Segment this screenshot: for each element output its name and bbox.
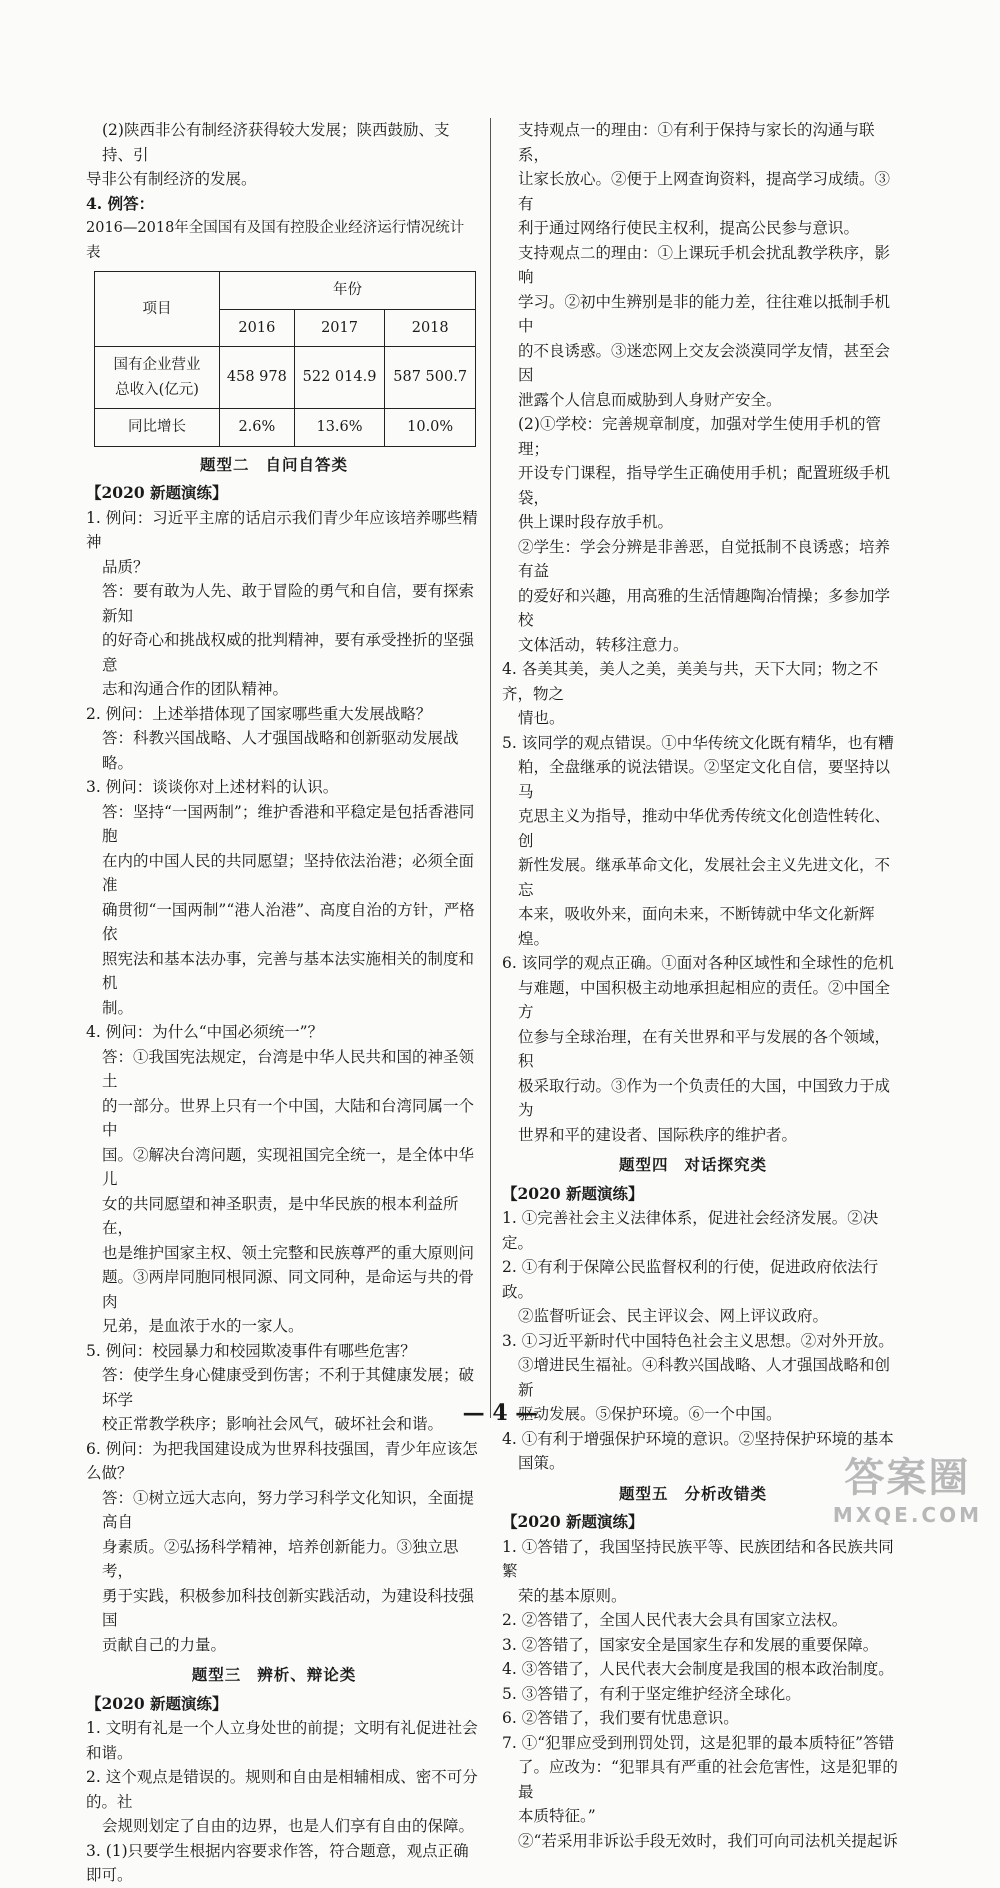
text-line: 答：使学生身心健康受到伤害；不利于其健康发展；破坏学	[102, 1366, 475, 1409]
text-line: ②学生：学会分辨是非善恶，自觉抵制不良诱惑；培养有益	[518, 537, 891, 580]
text-line: 答：要有敢为人先、敢于冒险的勇气和自信，要有探索新知	[102, 582, 475, 625]
section-type: 题型五	[618, 1483, 669, 1503]
table-cell: 13.6%	[294, 409, 385, 447]
text-line: 品质？	[102, 557, 149, 576]
text-line: 导非公有制经济的发展。	[86, 170, 257, 188]
text-line: 3. 例问：谈谈你对上述材料的认识。	[86, 778, 339, 796]
table-cell: 2.6%	[220, 409, 295, 447]
text-line: 兄弟，是血浓于水的一家人。	[102, 1317, 304, 1335]
section-name: 对话探究类	[684, 1155, 768, 1174]
q4-label: 4. 例答：	[86, 193, 155, 213]
practice-label: 【2020 新题演练】	[502, 1512, 644, 1531]
text-line: 的好奇心和挑战权威的批判精神，要有承受挫折的坚强意	[102, 631, 475, 674]
practice-label: 【2020 新题演练】	[86, 483, 228, 502]
section-type: 题型三	[191, 1665, 242, 1684]
row-label	[95, 347, 220, 409]
text-line: 利于通过网络行使民主权利，提高公民参与意识。	[518, 219, 860, 237]
text-line: 2. 这个观点是错误的。规则和自由是相辅相成、密不可分的。社	[86, 1768, 478, 1811]
section-name: 辨析、辩论类	[257, 1665, 357, 1684]
section-type: 题型二	[199, 454, 250, 474]
text-line: 的不良诱惑。③迷恋网上交友会淡漠同学友情，甚至会因	[518, 341, 891, 384]
text-line: 1. 文明有礼是一个人立身处世的前提；文明有礼促进社会和谐。	[86, 1719, 478, 1762]
text-line: 5. ③答错了，有利于坚定维护经济全球化。	[502, 1684, 801, 1703]
answer-list	[502, 1206, 900, 1476]
answer-list	[502, 118, 900, 1147]
text-line: 3. ①习近平新时代中国特色社会主义思想。②对外开放。	[502, 1331, 894, 1350]
text-line: 照宪法和基本法办事，完善与基本法实施相关的制度和机	[102, 949, 475, 992]
row-label-line: 总收入(亿元)	[115, 381, 199, 398]
table-cell: 522 014.9	[294, 347, 385, 409]
text-line: 3. (1)只要学生根据内容要求作答，符合题意，观点正确即可。	[86, 1841, 469, 1884]
table-cell: 10.0%	[385, 409, 476, 447]
year-header: 年份	[220, 272, 476, 310]
text-line: 会规则划定了自由的边界，也是人们享有自由的保障。	[102, 1817, 475, 1835]
column-divider	[490, 118, 491, 1418]
text-line: 文体活动，转移注意力。	[518, 635, 689, 654]
text-line: 4. 各美其美，美人之美，美美与共，天下大同；物之不齐，物之	[502, 660, 879, 703]
text-line: 国。②解决台湾问题，实现祖国完全统一，是全体中华儿	[102, 1145, 475, 1188]
text-line: 极采取行动。③作为一个负责任的大国，中国致力于成为	[518, 1076, 891, 1119]
text-line: 4. ③答错了，人民代表大会制度是我国的根本政治制度。	[502, 1660, 894, 1678]
table-cell: 587 500.7	[385, 347, 476, 409]
text-line: 答：①我国宪法规定，台湾是中华人民共和国的神圣领土	[102, 1047, 475, 1090]
text-line: (2)陕西非公有制经济获得较大发展；陕西鼓励、支持、引	[102, 121, 450, 164]
watermark-url: MXQE.COM	[832, 1503, 982, 1527]
text-line: 答：坚持“一国两制”；维护香港和平稳定是包括香港同胞	[102, 802, 475, 845]
text-line: 本来，吸收外来，面向未来，不断铸就中华文化新辉煌。	[518, 905, 875, 948]
text-line: 世界和平的建设者、国际秩序的维护者。	[518, 1125, 798, 1144]
answer-list	[86, 506, 478, 1658]
text-line: 荣的基本原则。	[518, 1586, 627, 1605]
text-line: 泄露个人信息而威胁到人身财产安全。	[518, 390, 782, 409]
text-line: 3. ②答错了，国家安全是国家生存和发展的重要保障。	[502, 1635, 879, 1654]
text-line: 2. 例问：上述举措体现了国家哪些重大发展战略？	[86, 704, 432, 723]
text-line: 4. 例问：为什么“中国必须统一”？	[86, 1023, 324, 1041]
year-cell: 2016	[220, 309, 295, 347]
text-line: 4. ①有利于增强保护环境的意识。②坚持保护环境的基本	[502, 1429, 894, 1448]
practice-label: 【2020 新题演练】	[86, 1693, 228, 1713]
text-line: ②“若采用非诉讼手段无效时，我们可向司法机关提起诉	[518, 1831, 898, 1850]
section-name: 分析改错类	[684, 1483, 768, 1503]
page-number: — 4 —	[462, 1400, 538, 1426]
text-line: 2. ②答错了，全国人民代表大会具有国家立法权。	[502, 1611, 848, 1629]
text-line: 7. ①“犯罪应受到刑罚处罚，这是犯罪的最本质特征”答错	[502, 1733, 895, 1752]
section-heading	[502, 1153, 900, 1178]
text-line: 了。应改为：“犯罪具有严重的社会危害性，这是犯罪的最	[518, 1758, 898, 1801]
text-line: 支持观点二的理由：①上课玩手机会扰乱教学秩序，影响	[518, 243, 891, 286]
text-line: 2. ①有利于保障公民监督权利的行使，促进政府依法行政。	[502, 1258, 879, 1301]
item-header: 项目	[95, 272, 220, 347]
text-line: 的爱好和兴趣，用高雅的生活情趣陶冶情操；多参加学校	[518, 586, 891, 629]
section-heading	[86, 453, 478, 478]
text-line: 位参与全球治理，在有关世界和平与发展的各个领域，积	[518, 1027, 891, 1070]
text-line: 供上课时段存放手机。	[518, 513, 674, 531]
text-line: 的一部分。世界上只有一个中国，大陆和台湾同属一个中	[102, 1096, 475, 1139]
watermark	[833, 1446, 982, 1527]
text-line: 答：科教兴国战略、人才强国战略和创新驱动发展战略。	[102, 729, 459, 772]
text-line: 学习。②初中生辨别是非的能力差，往往难以抵制手机中	[518, 292, 891, 335]
answer-list	[86, 1716, 478, 1888]
text-line: 1. 例问：习近平主席的话启示我们青少年应该培养哪些精神	[86, 508, 478, 551]
text-line: 本质特征。”	[518, 1807, 596, 1825]
text-line: 6. 例问：为把我国建设成为世界科技强国，青少年应该怎么做？	[86, 1439, 478, 1482]
section-type: 题型四	[618, 1155, 669, 1174]
text-line: 在内的中国人民的共同愿望；坚持依法治港；必须全面准	[102, 851, 475, 894]
practice-label: 【2020 新题演练】	[502, 1183, 644, 1203]
text-line: 粕，全盘继承的说法错误。②坚定文化自信，要坚持以马	[518, 758, 891, 801]
table-title: 2016—2018年全国国有及国有控股企业经济运行情况统计表	[86, 220, 465, 261]
text-line: 6. 该同学的观点正确。①面对各种区域性和全球性的危机	[502, 954, 894, 972]
left-column	[86, 118, 478, 1888]
row-label-line: 国有企业营业	[113, 357, 201, 373]
text-line: 与难题，中国积极主动地承担起相应的责任。②中国全方	[518, 978, 891, 1021]
text-line: 答：①树立远大志向，努力学习科学文化知识，全面提高自	[102, 1488, 475, 1531]
text-line: 国策。	[518, 1454, 565, 1472]
section-name: 自问自答类	[265, 454, 349, 474]
text-line: 1. ①答错了，我国坚持民族平等、民族团结和各民族共同繁	[502, 1537, 894, 1580]
text-line: 确贯彻“一国两制”“港人治港”、高度自治的方针，严格依	[102, 900, 475, 943]
text-line: 支持观点一的理由：①有利于保持与家长的沟通与联系，	[518, 121, 875, 164]
stat-table	[94, 271, 476, 447]
section-heading	[86, 1663, 478, 1688]
year-cell: 2018	[385, 309, 476, 347]
text-line: 题。③两岸同胞同根同源、同文同种，是命运与共的骨肉	[102, 1268, 475, 1311]
text-line: ③增进民生福祉。④科教兴国战略、人才强国战略和创新	[518, 1356, 891, 1399]
text-line: (2)①学校：完善规章制度，加强对学生使用手机的管理；	[518, 415, 881, 458]
text-line: 勇于实践，积极参加科技创新实践活动，为建设科技强国	[102, 1586, 475, 1629]
text-line: 女的共同愿望和神圣职责，是中华民族的根本利益所在，	[102, 1194, 459, 1237]
text-line: 志和沟通合作的团队精神。	[102, 680, 289, 698]
text-line: 校正常教学秩序；影响社会风气，破坏社会和谐。	[102, 1415, 444, 1433]
text-line: 驱动发展。⑤保护环境。⑥一个中国。	[518, 1405, 782, 1423]
lines-a	[86, 118, 478, 192]
text-line: 6. ②答错了，我们要有忧患意识。	[502, 1709, 739, 1727]
text-line: 5. 例问：校园暴力和校园欺凌事件有哪些危害？	[86, 1341, 416, 1360]
text-line: 让家长放心。②便于上网查询资料，提高学习成绩。③有	[518, 170, 891, 213]
text-line: 情也。	[518, 709, 565, 727]
text-line: 贡献自己的力量。	[102, 1635, 227, 1654]
text-line: 1. ①完善社会主义法律体系，促进社会经济发展。②决定。	[502, 1209, 879, 1252]
right-column	[502, 118, 900, 1853]
text-line: 开设专门课程，指导学生正确使用手机；配置班级手机袋，	[518, 464, 891, 507]
text-line: ②监督听证会、民主评议会、网上评议政府。	[518, 1307, 829, 1325]
answer-list	[502, 1535, 900, 1854]
table-cell: 458 978	[220, 347, 295, 409]
text-line: 克思主义为指导，推动中华优秀传统文化创造性转化、创	[518, 807, 891, 850]
watermark-logo: 答案圈	[844, 1455, 971, 1501]
text-line: 制。	[102, 998, 134, 1017]
text-line: 5. 该同学的观点错误。①中华传统文化既有精华，也有糟	[502, 733, 894, 752]
text-line: 也是维护国家主权、领土完整和民族尊严的重大原则问	[102, 1243, 475, 1262]
text-line: 身素质。②弘扬科学精神，培养创新能力。③独立思考，	[102, 1537, 459, 1580]
text-line: 新性发展。继承革命文化，发展社会主义先进文化，不忘	[518, 856, 891, 899]
row-label: 同比增长	[95, 409, 220, 447]
year-cell: 2017	[294, 309, 385, 347]
